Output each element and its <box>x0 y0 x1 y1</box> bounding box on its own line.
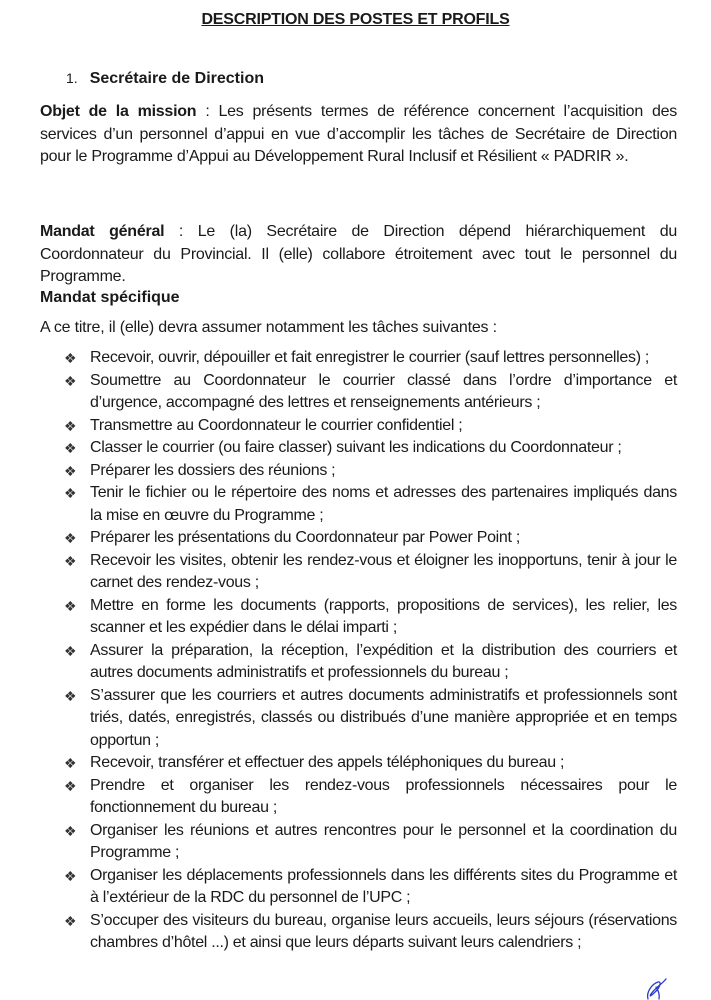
diamond-bullet-icon: ❖ <box>64 462 77 479</box>
section-title: Secrétaire de Direction <box>89 70 264 87</box>
task-item: ❖ Transmettre au Coordonnateur le courrier confidentiel ; <box>0 415 677 438</box>
diamond-bullet-icon: ❖ <box>64 597 77 614</box>
mandat-general-paragraph <box>40 221 677 289</box>
diamond-bullet-icon: ❖ <box>64 867 77 884</box>
diamond-bullet-icon: ❖ <box>64 642 77 659</box>
document-title: DESCRIPTION DES POSTES ET PROFILS <box>201 11 510 28</box>
task-item: ❖ Recevoir, transférer et effectuer des appels téléphoniques du bureau ; <box>0 752 677 775</box>
task-item: ❖ Assurer la préparation, la réception, l’expédition et la distribution des courriers et autres documents administratifs et professionnels du bureau ; <box>64 641 677 681</box>
diamond-bullet-icon: ❖ <box>64 350 77 366</box>
task-item: ❖ Recevoir, ouvrir, dépouiller et fait enregistrer le courrier (sauf lettres personnelles) ; <box>0 347 677 370</box>
mandat-general-label: Mandat général <box>40 223 165 240</box>
task-item: ❖ Recevoir les visites, obtenir les rendez-vous et éloigner les inopportuns, tenir à jour le carnet des rendez-vous ; <box>64 551 677 591</box>
diamond-bullet-icon: ❖ <box>64 912 77 929</box>
mandat-general-text: : Le (la) Secrétaire de Direction dépend hiérarchiquement du Coordonnateur du Provincial. Il (elle) collabore étroitement avec tout le personnel du Programme. <box>40 223 677 285</box>
objet-paragraph <box>40 101 677 169</box>
task-item: ❖ Prendre et organiser les rendez-vous professionnels nécessaires pour le fonctionnement du bureau ; <box>64 776 677 816</box>
section-heading <box>66 70 264 88</box>
task-item: ❖ Préparer les présentations du Coordonnateur par Power Point ; <box>0 527 677 550</box>
diamond-bullet-icon: ❖ <box>64 822 77 839</box>
diamond-bullet-icon: ❖ <box>64 440 77 456</box>
diamond-bullet-icon: ❖ <box>64 372 77 389</box>
task-item: ❖ Préparer les dossiers des réunions ; <box>0 460 677 483</box>
task-item: ❖ S’occuper des visiteurs du bureau, organise leurs accueils, leurs séjours (réservations chambres d’hôtel ...) et ainsi que leurs départs suivant leurs calendriers ; <box>64 911 677 951</box>
diamond-bullet-icon: ❖ <box>64 755 77 771</box>
diamond-bullet-icon: ❖ <box>64 485 77 501</box>
section-number: 1. <box>66 70 78 86</box>
task-item: ❖ S’assurer que les courriers et autres documents administratifs et professionnels sont triés, datés, enregistrés, classés ou distribués d’une manière appropriée et en temps opportun ; <box>64 686 677 749</box>
objet-text: : Les présents termes de référence concernent l’acquisition des services d’un personnel d’appui en vue d’accomplir les tâches de Secrétaire de Direction pour le Programme d’Appui au Développement Rural Inclusif et Résilient « PADRIR ». <box>40 103 678 165</box>
task-list <box>0 347 711 955</box>
task-item: ❖ Classer le courrier (ou faire classer) suivant les indications du Coordonnateur ; <box>0 437 677 460</box>
objet-label: Objet de la mission <box>40 103 197 120</box>
task-item: ❖ Mettre en forme les documents (rapports, propositions de services), les relier, les scanner et les expédier dans le délai imparti ; <box>64 596 677 636</box>
diamond-bullet-icon: ❖ <box>64 417 77 434</box>
task-item: ❖ Organiser les déplacements professionnels dans les différents sites du Programme et à l’extérieur de la RDC du personnel de l’UPC ; <box>64 866 677 906</box>
diamond-bullet-icon: ❖ <box>64 777 77 794</box>
mandat-specifique-heading: Mandat spécifique <box>40 289 180 306</box>
task-item: ❖ Tenir le fichier ou le répertoire des noms et adresses des partenaires impliqués dans la mise en œuvre du Programme ; <box>64 484 677 524</box>
tasks-lead: A ce titre, il (elle) devra assumer notamment les tâches suivantes : <box>40 319 497 336</box>
diamond-bullet-icon: ❖ <box>64 530 77 546</box>
diamond-bullet-icon: ❖ <box>64 552 77 569</box>
task-item: ❖ Organiser les réunions et autres rencontres pour le personnel et la coordination du Programme ; <box>64 821 677 861</box>
signature-initials-icon <box>642 978 672 1000</box>
task-item: ❖ Soumettre au Coordonnateur le courrier classé dans l’ordre d’importance et d’urgence, accompagné des lettres et renseignements antérieurs ; <box>64 371 677 411</box>
diamond-bullet-icon: ❖ <box>64 687 77 704</box>
